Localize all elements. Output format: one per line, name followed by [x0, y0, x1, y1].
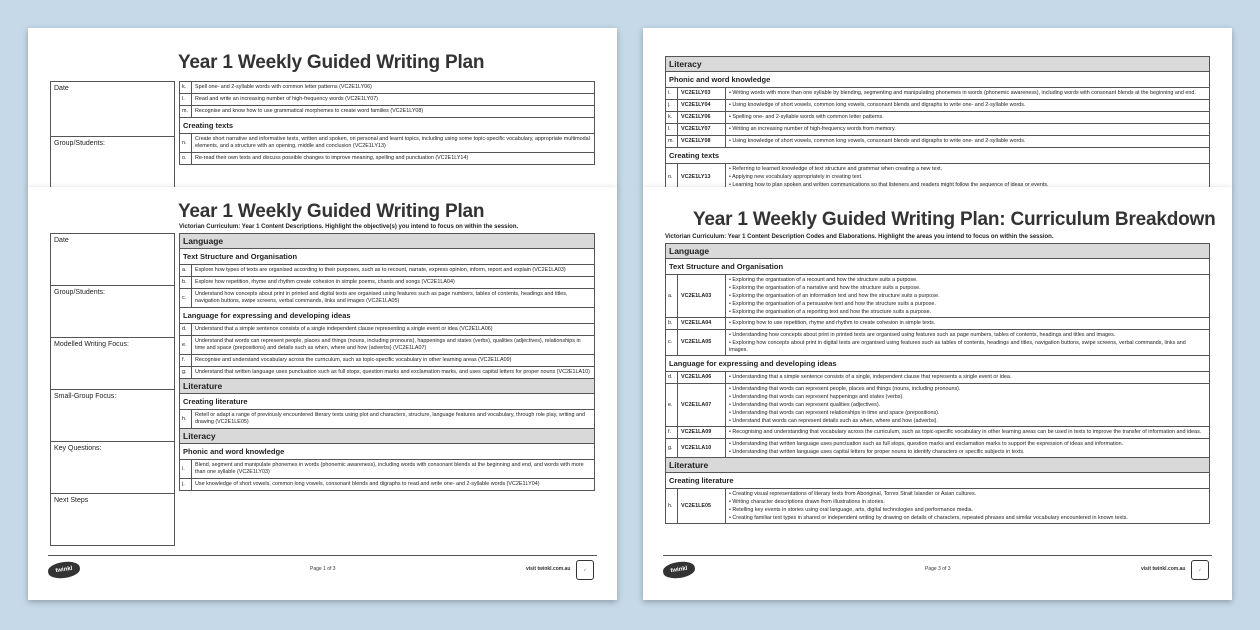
elaboration-item	[729, 385, 1206, 393]
breakdown-row	[666, 100, 1209, 112]
elaboration-text: Understanding that words can represent qualities (adjectives).	[732, 401, 881, 408]
breakdown-row	[666, 372, 1209, 384]
elaboration-text: Understanding that words can represent people, places and things (nouns, including pronouns).	[732, 385, 961, 392]
curriculum-code: VC2E1LA03	[678, 275, 726, 317]
twinkl-logo: twinkl	[47, 560, 81, 580]
site-url: visit twinkl.com.au	[526, 566, 571, 572]
objective-text: Understand that words can represent people, places and things (nouns, including pronouns), happenings and states (verbs), qualities (adjectives), relationships in time and space (prepositions) and details such as when, where and how (adverbs) (VC2E1LA07)	[195, 338, 581, 351]
elaboration-list	[726, 275, 1209, 317]
objective-letter: l.	[180, 94, 192, 105]
breakdown-page-front	[643, 187, 1232, 600]
elaboration-item	[729, 409, 1206, 417]
elaboration-item	[729, 401, 1206, 409]
group-cell: Group/Students:	[51, 286, 174, 338]
objective-text: Retell or adapt a range of previously encountered literary texts using plot and characters, structure, language features and vocabulary, through role play, writing and drawing (VC2E1LE05)	[195, 412, 585, 425]
objective-row	[180, 324, 594, 336]
objective-text: Understand how concepts about print in printed and digital texts are organised using features such as page numbers, tables of contents, headings and titles, navigation buttons, swipe screens, verbal commands, links and images (VC2E1LA05)	[195, 291, 568, 304]
elaboration-item	[729, 448, 1206, 456]
bullet-icon: •	[729, 126, 733, 132]
breakdown-row	[666, 112, 1209, 124]
quality-badge-icon: ✓	[1191, 560, 1209, 580]
elaboration-text: Understanding that words can represent happenings and states (verbs).	[732, 393, 904, 400]
bullet-icon: •	[729, 114, 733, 120]
elaboration-item	[729, 165, 1206, 173]
elaboration-item	[729, 126, 1206, 134]
bullet-icon: •	[729, 374, 733, 380]
elaboration-text: Understand that words can represent details such as when, where and how (adverbs).	[732, 417, 938, 424]
elaboration-list	[726, 427, 1209, 438]
objective-text: Use knowledge of short vowels, common long vowels, consonant blends and digraphs to read and write one- and 2-syllable words (VC2E1LY04)	[195, 481, 540, 487]
curriculum-code: VC2E1LA05	[678, 330, 726, 355]
breakdown-row	[666, 124, 1209, 136]
cl-heading: Creating literature	[666, 473, 1209, 489]
objective-row	[180, 94, 594, 106]
curriculum-code: VC2E1LA07	[678, 384, 726, 426]
bullet-icon: •	[729, 138, 733, 144]
objective-row	[180, 82, 594, 94]
next-steps-cell: Next Steps	[51, 494, 174, 546]
language-section: Language	[180, 234, 594, 249]
bullet-icon: •	[729, 490, 733, 497]
objective-letter: f.	[666, 427, 678, 438]
objective-letter: g.	[666, 439, 678, 457]
elaboration-list	[726, 384, 1209, 426]
elaboration-list	[726, 318, 1209, 329]
elaboration-item	[729, 102, 1206, 110]
elaboration-item	[729, 90, 1206, 98]
objective-row	[180, 336, 594, 355]
elaboration-list	[726, 372, 1209, 383]
elaboration-list	[726, 330, 1209, 355]
objective-letter: n.	[666, 164, 678, 190]
objective-letter: d.	[666, 372, 678, 383]
objective-text: Explore how types of texts are organised according to their purposes, such as to recount, narrate, express opinion, inform, report and explain (VC2E1LA03)	[195, 267, 566, 273]
page-subtitle: Victorian Curriculum: Year 1 Content Descriptions. Highlight the objective(s) you intend to focus on within the session.	[179, 224, 519, 230]
breakdown-row	[666, 136, 1209, 148]
objective-letter: d.	[180, 324, 192, 335]
objective-letter: o.	[180, 153, 192, 164]
elaboration-text: Understanding that words can represent relationships in time and space (prepositions).	[732, 409, 940, 416]
objective-row	[180, 410, 594, 429]
bullet-icon: •	[729, 448, 733, 455]
objective-letter: k.	[666, 112, 678, 123]
objective-text: Understand that written language uses punctuation such as full stops, question marks and exclamation marks, and uses capital letters for proper nouns (VC2E1LA10)	[195, 369, 590, 375]
elaboration-text: Writing an increasing number of high-frequency words from memory.	[732, 126, 896, 132]
elaboration-item	[729, 308, 1206, 316]
elaboration-item	[729, 320, 1206, 328]
objective-text: Create short narrative and informative texts, written and spoken, on personal and learnt topics, including using some topic-specific vocabulary, appropriate multimodal elements, and a structure with an opening, middle and conclusion (VC2E1LY13)	[195, 136, 590, 149]
literacy-section: Literacy	[666, 57, 1209, 72]
bullet-icon: •	[729, 440, 733, 447]
objective-text: Re-read their own texts and discuss possible changes to improve meaning, spelling and punctuation (VC2E1LY14)	[195, 155, 469, 161]
bullet-icon: •	[729, 165, 733, 172]
elaboration-text: Spelling one- and 2-syllable words with common letter patterns.	[732, 114, 884, 120]
elaboration-item	[729, 490, 1206, 498]
elaboration-list	[726, 100, 1209, 111]
bullet-icon: •	[729, 102, 733, 108]
curriculum-code: VC2E1LA04	[678, 318, 726, 329]
page-title: Year 1 Weekly Guided Writing Plan: Curriculum Breakdown	[693, 209, 1216, 230]
language-section: Language	[666, 244, 1209, 259]
elaboration-text: Creating visual representations of literary texts from Aboriginal, Torres Strait Islander or Asian cultures.	[732, 490, 977, 497]
breakdown-table	[665, 243, 1210, 524]
elaboration-text: Retelling key events in stories using oral language, arts, digital technologies and performance media.	[732, 506, 974, 513]
curriculum-code: VC2E1LY04	[678, 100, 726, 111]
objective-letter: b.	[666, 318, 678, 329]
page-number: Page 1 of 3	[310, 566, 336, 572]
objective-letter: a.	[180, 265, 192, 276]
date-cell: Date	[51, 82, 174, 137]
bullet-icon: •	[729, 401, 733, 408]
plan-page-front	[28, 187, 617, 600]
objective-row	[180, 355, 594, 367]
objective-letter: m.	[180, 106, 192, 117]
key-questions-cell: Key Questions:	[51, 442, 174, 494]
bullet-icon: •	[729, 506, 733, 513]
pwk-heading: Phonic and word knowledge	[666, 72, 1209, 88]
objective-text: Blend, segment and manipulate phonemes in words (phonemic awareness), including words with consonant blends at the beginning and end, and words with more than one syllable (VC2E1LY03)	[195, 462, 584, 475]
elaboration-item	[729, 393, 1206, 401]
bullet-icon: •	[729, 385, 733, 392]
elaboration-text: Exploring the organisation of a recount and how the structure suits a purpose.	[732, 276, 918, 283]
objective-letter: e.	[180, 336, 192, 354]
elaboration-item	[729, 374, 1206, 382]
objective-letter: b.	[180, 277, 192, 288]
group-cell: Group/Students:	[51, 137, 174, 191]
tso-heading: Text Structure and Organisation	[666, 259, 1209, 275]
page-title: Year 1 Weekly Guided Writing Plan	[178, 201, 485, 222]
elaboration-text: Referring to learned knowledge of text structure and grammar when creating a new text.	[732, 165, 943, 172]
elaboration-item	[729, 498, 1206, 506]
elaboration-text: Using knowledge of short vowels, common long vowels, consonant blends and digraphs to write one- and 2-syllable words.	[732, 102, 1026, 108]
modelled-cell: Modelled Writing Focus:	[51, 338, 174, 390]
bullet-icon: •	[729, 417, 733, 424]
objective-letter: n.	[180, 134, 192, 152]
objective-row	[180, 479, 594, 491]
cl-heading: Creating literature	[180, 394, 594, 410]
breakdown-row	[666, 330, 1209, 356]
elaboration-text: Exploring the organisation of a reporting text and how the structure suits a purpose.	[732, 308, 932, 315]
plan-left-column	[50, 233, 175, 546]
elaboration-text: Writing character descriptions drawn from illustrations in stories.	[732, 498, 885, 505]
elaboration-text: Exploring the organisation of a narrative and how the structure suits a purpose.	[732, 284, 921, 291]
bullet-icon: •	[729, 514, 733, 521]
elaboration-text: Creating familiar text types in shared or independent writing by drawing on details of characters, repeated phrases and similar vocabulary encountered in known texts.	[732, 514, 1128, 521]
page-footer	[48, 555, 597, 589]
elaboration-text: Using knowledge of short vowels, common long vowels, consonant blends and digraphs to write one- and 2-syllable words.	[732, 138, 1026, 144]
literacy-section: Literacy	[180, 429, 594, 444]
curriculum-code: VC2E1LY08	[678, 136, 726, 147]
bullet-icon: •	[729, 429, 733, 435]
breakdown-row	[666, 318, 1209, 330]
objective-letter: h.	[666, 489, 678, 523]
bullet-icon: •	[729, 292, 733, 299]
bullet-icon: •	[729, 498, 733, 505]
breakdown-row	[666, 489, 1209, 524]
literature-section: Literature	[666, 458, 1209, 473]
elaboration-list	[726, 124, 1209, 135]
creating-texts-heading: Creating texts	[666, 148, 1209, 164]
elaboration-item	[729, 514, 1206, 522]
elaboration-text: Understanding that a simple sentence consists of a single, independent clause that represents a single event or idea.	[732, 374, 1012, 380]
bullet-icon: •	[729, 276, 733, 283]
elaboration-text: Exploring how concepts about print in digital texts are organised using features such as tables of contents, headings and titles, navigation buttons, swipe screens, verbal commands, links and images.	[729, 339, 1186, 353]
breakdown-table	[665, 56, 1210, 191]
elaboration-item	[729, 138, 1206, 146]
bullet-icon: •	[729, 393, 733, 400]
objective-text: Recognise and know how to use grammatical morphemes to create word families (VC2E1LY08)	[195, 108, 424, 114]
elaboration-text: Applying new vocabulary appropriately in creating text.	[732, 173, 863, 180]
bullet-icon: •	[729, 173, 733, 180]
page-number: Page 3 of 3	[925, 566, 951, 572]
objective-text: Read and write an increasing number of high-frequency words (VC2E1LY07)	[195, 96, 378, 102]
literature-section: Literature	[180, 379, 594, 394]
elaboration-list	[726, 439, 1209, 457]
elaboration-list	[726, 136, 1209, 147]
objective-letter: e.	[666, 384, 678, 426]
elaboration-text: Writing words with more than one syllable by blending, segmenting and manipulating phonemes in words (phonemic awareness), including words with consonant blends at the beginning and end.	[732, 90, 1196, 96]
bullet-icon: •	[729, 90, 733, 96]
curriculum-code: VC2E1LY13	[678, 164, 726, 190]
objective-letter: h.	[180, 410, 192, 428]
bullet-icon: •	[729, 339, 733, 346]
bullet-icon: •	[729, 284, 733, 291]
elaboration-item	[729, 276, 1206, 284]
objective-text: Spell one- and 2-syllable words with common letter patterns (VC2E1LY06)	[195, 84, 372, 90]
elaboration-item	[729, 284, 1206, 292]
breakdown-row	[666, 88, 1209, 100]
objective-letter: j.	[180, 479, 192, 490]
objective-letter: a.	[666, 275, 678, 317]
objective-letter: i.	[666, 88, 678, 99]
elaboration-text: Understanding that written language uses capital letters for proper nouns to identify characters or specific subjects in texts.	[732, 448, 1025, 455]
objective-letter: k.	[180, 82, 192, 93]
elaboration-text: Recognising and understanding that vocabulary across the curriculum, such as topic-specific vocabulary in other learning areas can be used in texts to improve the transfer of information and ideas.	[732, 429, 1202, 435]
elaboration-text: Learning how to plan spoken and written communications so that listeners and readers might follow the sequence of ideas or events.	[732, 181, 1049, 188]
elaboration-text: Exploring the organisation of an information text and how the structure suits a purpose.	[732, 292, 940, 299]
bullet-icon: •	[729, 181, 733, 188]
objective-row	[180, 153, 594, 165]
curriculum-code: VC2E1LY06	[678, 112, 726, 123]
plan-objectives-table	[179, 233, 595, 491]
breakdown-row	[666, 384, 1209, 427]
objective-row	[180, 106, 594, 118]
objective-letter: l.	[666, 124, 678, 135]
objective-row	[180, 134, 594, 153]
objective-letter: g.	[180, 367, 192, 378]
bullet-icon: •	[729, 300, 733, 307]
objective-letter: c.	[666, 330, 678, 355]
twinkl-logo: twinkl	[662, 560, 696, 580]
elaboration-item	[729, 292, 1206, 300]
objective-row	[180, 367, 594, 379]
objective-text: Explore how repetition, rhyme and rhythm create cohesion in simple poems, chants and songs (VC2E1LA04)	[195, 279, 455, 285]
objective-letter: m.	[666, 136, 678, 147]
elaboration-item	[729, 339, 1206, 354]
breakdown-page-back	[643, 28, 1232, 188]
curriculum-code: VC2E1LE05	[678, 489, 726, 523]
objective-letter: c.	[180, 289, 192, 307]
elaboration-list	[726, 489, 1209, 523]
objective-letter: j.	[666, 100, 678, 111]
elaboration-text: Exploring the organisation of a persuasive text and how the structure suits a purpose.	[732, 300, 936, 307]
objective-text: Recognise and understand vocabulary across the curriculum, such as topic-specific vocabulary in other learning areas (VC2E1LA09)	[195, 357, 512, 363]
curriculum-code: VC2E1LY03	[678, 88, 726, 99]
breakdown-row	[666, 275, 1209, 318]
date-cell: Date	[51, 234, 174, 286]
elaboration-item	[729, 506, 1206, 514]
pwk-heading: Phonic and word knowledge	[180, 444, 594, 460]
bullet-icon: •	[729, 331, 733, 338]
objective-letter: f.	[180, 355, 192, 366]
quality-badge-icon: ✓	[576, 560, 594, 580]
objective-row	[180, 460, 594, 479]
plan-page-back	[28, 28, 617, 188]
creating-texts-heading: Creating texts	[180, 118, 594, 134]
breakdown-row	[666, 439, 1209, 458]
tso-heading: Text Structure and Organisation	[180, 249, 594, 265]
curriculum-code: VC2E1LY07	[678, 124, 726, 135]
bullet-icon: •	[729, 409, 733, 416]
lfe-heading: Language for expressing and developing ideas	[666, 356, 1209, 372]
plan-objectives-table	[179, 81, 595, 165]
lfe-heading: Language for expressing and developing ideas	[180, 308, 594, 324]
bullet-icon: •	[729, 320, 733, 326]
elaboration-item	[729, 114, 1206, 122]
objective-row	[180, 289, 594, 308]
elaboration-text: Understanding that written language uses punctuation such as full stops, question marks and exclamation marks to support the expression of ideas and information.	[732, 440, 1124, 447]
elaboration-list	[726, 112, 1209, 123]
objective-row	[180, 265, 594, 277]
elaboration-item	[729, 417, 1206, 425]
elaboration-item	[729, 429, 1206, 437]
elaboration-item	[729, 173, 1206, 181]
small-group-cell: Small-Group Focus:	[51, 390, 174, 442]
objective-letter: i.	[180, 460, 192, 478]
bullet-icon: •	[729, 308, 733, 315]
curriculum-code: VC2E1LA10	[678, 439, 726, 457]
page-footer	[663, 555, 1212, 589]
objective-row	[180, 277, 594, 289]
curriculum-code: VC2E1LA09	[678, 427, 726, 438]
elaboration-item	[729, 300, 1206, 308]
breakdown-row	[666, 427, 1209, 439]
curriculum-code: VC2E1LA06	[678, 372, 726, 383]
objective-text: Understand that a simple sentence consists of a single independent clause representing a single event or idea (VC2E1LA06)	[195, 326, 493, 332]
elaboration-text: Exploring how to use repetition, rhyme and rhythm to create cohesion in simple texts.	[732, 320, 936, 326]
page-subtitle: Victorian Curriculum: Year 1 Content Description Codes and Elaborations. Highlight the areas you intend to focus on within the session.	[665, 234, 1054, 240]
elaboration-item	[729, 331, 1206, 339]
site-url: visit twinkl.com.au	[1141, 566, 1186, 572]
elaboration-text: Understanding how concepts about print in printed texts are organised using features such as page numbers, tables of contents, headings and titles and images.	[732, 331, 1116, 338]
elaboration-item	[729, 440, 1206, 448]
page-title: Year 1 Weekly Guided Writing Plan	[178, 52, 485, 73]
elaboration-list	[726, 88, 1209, 99]
